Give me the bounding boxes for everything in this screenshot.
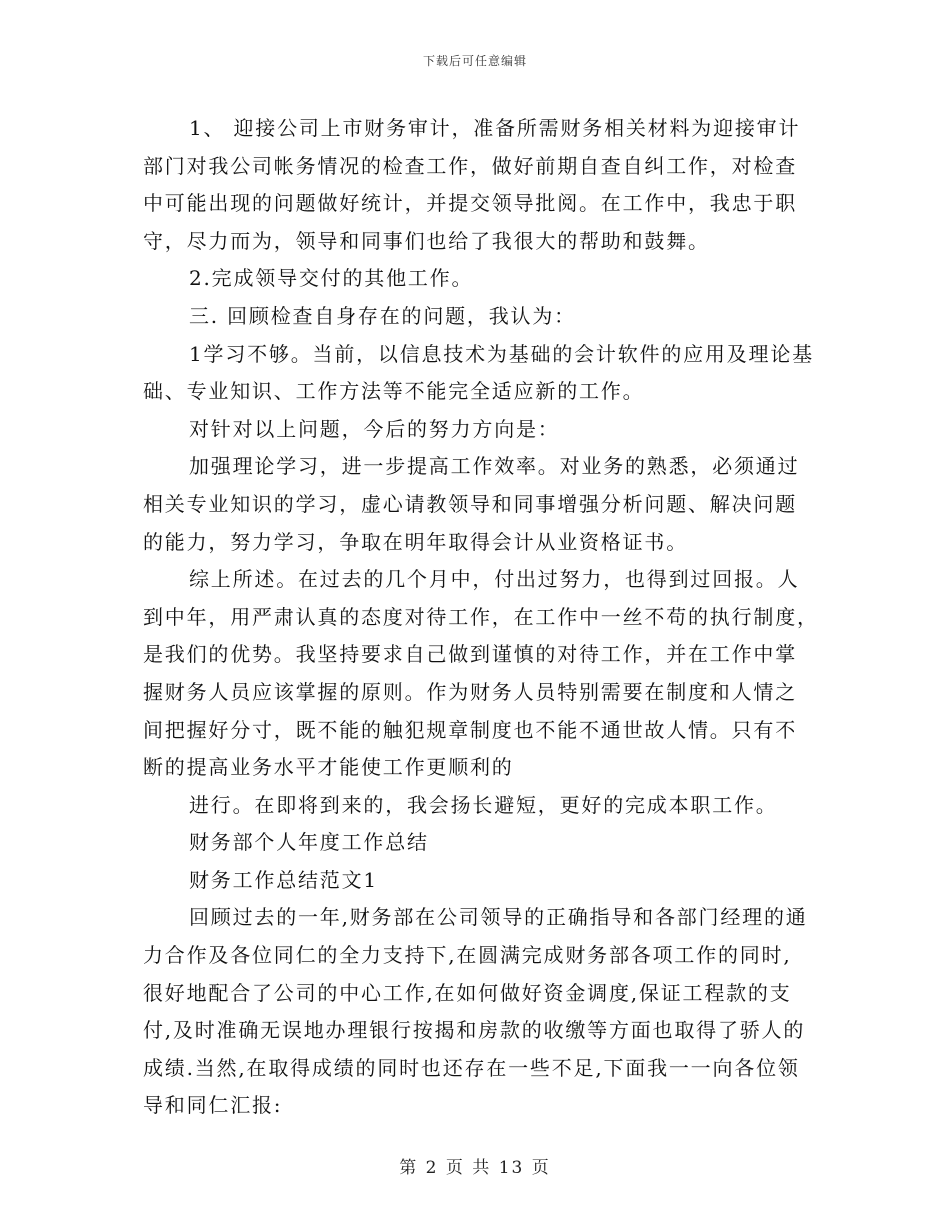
paragraph-line: 很好地配合了公司的中心工作,在如何做好资金调度,保证工程款的支 — [143, 980, 792, 1005]
page-footer: 第 2 页 共 13 页 — [399, 1158, 551, 1178]
paragraph-line: 部门对我公司帐务情况的检查工作，做好前期自查自纠工作，对检查 — [143, 153, 797, 178]
page-header: 下载后可任意编辑 — [422, 54, 527, 68]
paragraph-line: 断的提高业务水平才能使工作更顺利的 — [143, 755, 514, 780]
paragraph-line: 握财务人员应该掌握的原则。作为财务人员特别需要在制度和人情之 — [143, 679, 797, 704]
paragraph-line: 间把握好分寸，既不能的触犯规章制度也不能不通世故人情。只有不 — [143, 717, 797, 742]
paragraph-line: 导和同仁汇报: — [143, 1093, 283, 1118]
paragraph-line: 守，尽力而为，领导和同事们也给了我很大的帮助和鼓舞。 — [143, 228, 710, 253]
paragraph-line: 是我们的优势。我坚持要求自己做到谨慎的对待工作，并在工作中掌 — [143, 642, 797, 667]
section-heading: 三. 回顾检查自身存在的问题，我认为： — [189, 303, 576, 328]
paragraph-line: 相关专业知识的学习，虚心请教领导和同事增强分析问题、解决问题 — [143, 491, 797, 516]
paragraph-line: 对针对以上问题，今后的努力方向是： — [189, 416, 560, 441]
section-subtitle: 财务工作总结范文1 — [189, 867, 378, 892]
paragraph-line: 2.完成领导交付的其他工作。 — [189, 266, 474, 291]
paragraph-line: 到中年，用严肃认真的态度对待工作，在工作中一丝不苟的执行制度， — [143, 604, 819, 629]
paragraph-line: 1、 迎接公司上市财务审计，准备所需财务相关材料为迎接审计 — [189, 116, 801, 140]
paragraph-line: 力合作及各位同仁的全力支持下,在圆满完成财务部各项工作的同时, — [143, 943, 792, 968]
paragraph-line: 进行。在即将到来的，我会扬长避短，更好的完成本职工作。 — [189, 792, 778, 817]
paragraph-line: 成绩.当然,在取得成绩的同时也还存在一些不足,下面我一一向各位领 — [143, 1055, 800, 1080]
paragraph-line: 综上所述。在过去的几个月中，付出过努力，也得到过回报。人 — [189, 567, 800, 592]
paragraph-line: 回顾过去的一年,财务部在公司领导的正确指导和各部门经理的通 — [189, 905, 808, 930]
paragraph-line: 的能力，努力学习，争取在明年取得会计从业资格证书。 — [143, 529, 688, 554]
paragraph-line: 中可能出现的问题做好统计，并提交领导批阅。在工作中，我忠于职 — [143, 191, 797, 216]
section-title: 财务部个人年度工作总结 — [189, 830, 429, 855]
paragraph-line: 础、专业知识、工作方法等不能完全适应新的工作。 — [143, 379, 645, 404]
paragraph-line: 付,及时准确无误地办理银行按揭和房款的收缴等方面也取得了骄人的 — [143, 1018, 806, 1043]
paragraph-line: 加强理论学习，进一步提高工作效率。对业务的熟悉，必须通过 — [189, 454, 800, 479]
document-body — [143, 110, 819, 1125]
paragraph-line: 1学习不够。当前，以信息技术为基础的会计软件的应用及理论基 — [189, 341, 814, 366]
